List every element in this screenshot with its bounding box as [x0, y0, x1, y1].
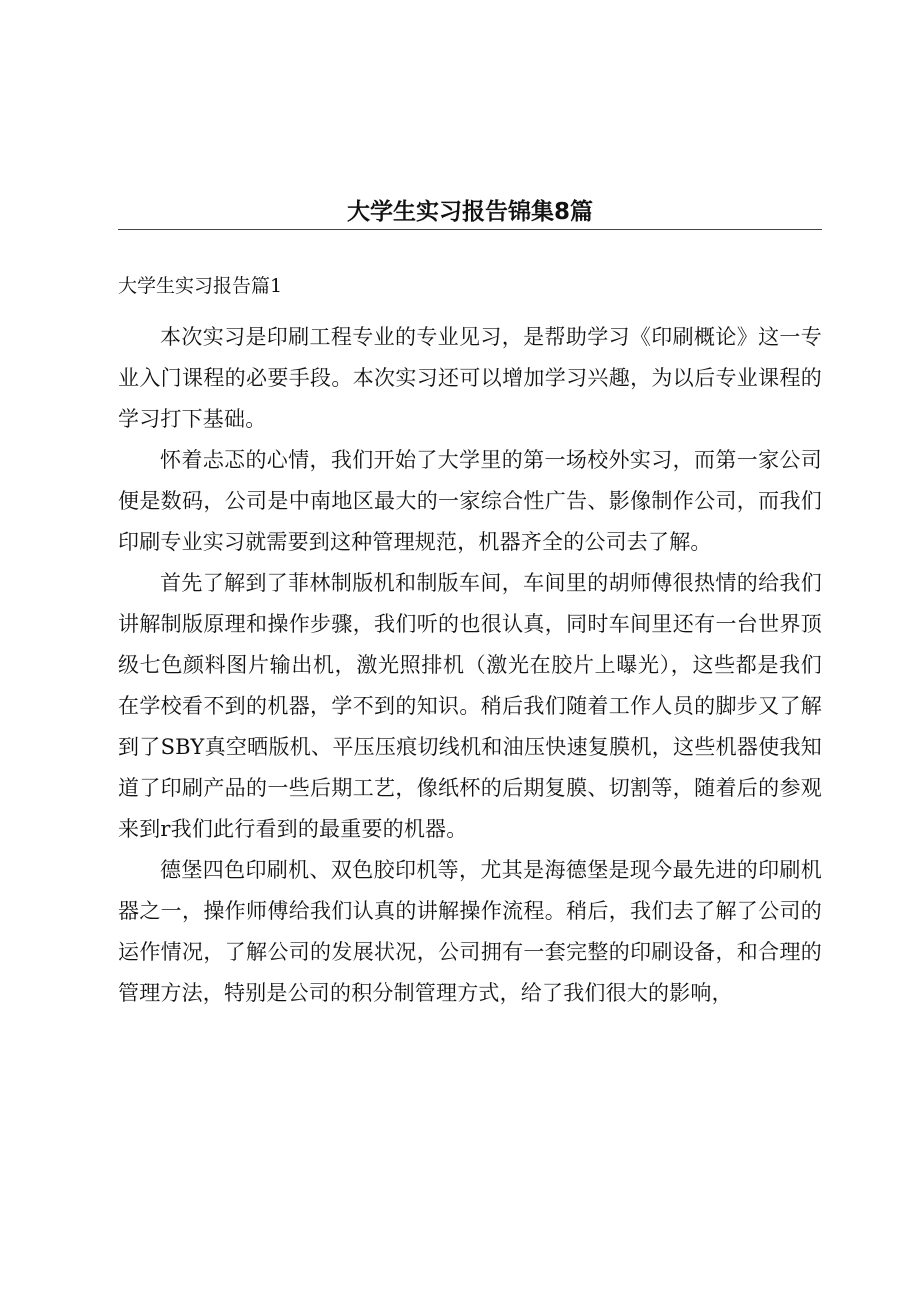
document-body	[118, 317, 822, 1014]
paragraph: 本次实习是印刷工程专业的专业见习，是帮助学习《印刷概论》这一专业入门课程的必要手段。本次实习还可以增加学习兴趣，为以后专业课程的学习打下基础。	[118, 325, 822, 431]
paragraph: 德堡四色印刷机、双色胶印机等，尤其是海德堡是现今最先进的印刷机器之一，操作师傅给我们认真的讲解操作流程。稍后，我们去了解了公司的运作情况，了解公司的发展状况，公司拥有一套完整的印刷设备，和合理的管理方法，特别是公司的积分制管理方式，给了我们很大的影响，	[118, 858, 822, 1005]
title-divider	[118, 229, 822, 230]
paragraph: 首先了解到了菲林制版机和制版车间，车间里的胡师傅很热情的给我们讲解制版原理和操作步骤，我们听的也很认真，同时车间里还有一台世界顶级七色颜料图片输出机，激光照排机（激光在胶片上曝光），这些都是我们在学校看不到的机器，学不到的知识。稍后我们随着工作人员的脚步又了解到了SBY真空晒版机、平压压痕切线机和油压快速复膜机，这些机器使我知道了印刷产品的一些后期工艺，像纸杯的后期复膜、切割等，随着后的参观来到r我们此行看到的最重要的机器。	[118, 571, 822, 841]
paragraph: 怀着忐忑的心情，我们开始了大学里的第一场校外实习，而第一家公司便是数码，公司是中南地区最大的一家综合性广告、影像制作公司，而我们印刷专业实习就需要到这种管理规范，机器齐全的公司去了解。	[118, 448, 822, 554]
document-title: 大学生实习报告锦集8篇	[346, 199, 593, 225]
section-heading: 大学生实习报告篇1	[118, 275, 283, 297]
